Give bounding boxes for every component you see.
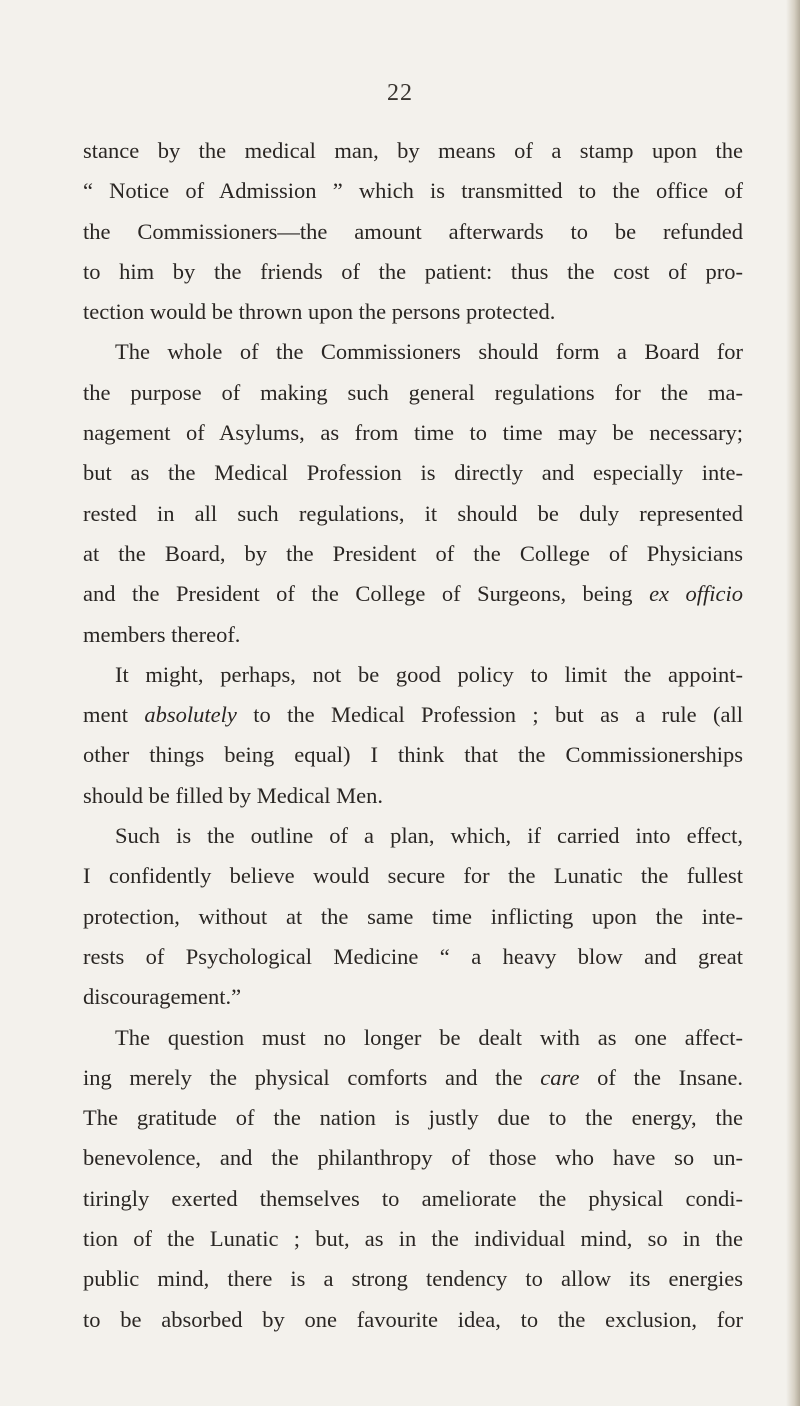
page-edge-shadow bbox=[786, 0, 800, 1406]
text-fragment: of the Insane. bbox=[597, 1064, 744, 1090]
text-fragment: ing merely the physical comforts and the bbox=[83, 1064, 523, 1090]
text-line: discouragement.” bbox=[83, 984, 242, 1010]
text-line: It might, perhaps, not be good policy to limit the appoint- bbox=[115, 661, 743, 687]
text-line: protection, without at the same time inflicting upon the inte- bbox=[83, 903, 743, 929]
text-line: but as the Medical Profession is directly and especially inte- bbox=[83, 460, 743, 486]
text-line: tion of the Lunatic ; but, as in the individual mind, so in the bbox=[83, 1226, 743, 1252]
text-line: stance by the medical man, by means of a stamp upon the bbox=[83, 138, 743, 163]
text-line: nagement of Asylums, as from time to time may be necessary; bbox=[83, 420, 743, 446]
italic-phrase: ex officio bbox=[649, 581, 744, 607]
text-line: Such is the outline of a plan, which, if carried into effect, bbox=[115, 823, 743, 849]
text-line: the purpose of making such general regulations for the ma- bbox=[83, 379, 743, 405]
text-line bbox=[83, 695, 743, 735]
text-line: at the Board, by the President of the College of Physicians bbox=[83, 540, 743, 566]
italic-word: absolutely bbox=[144, 702, 237, 728]
text-line: rested in all such regulations, it should be duly represented bbox=[83, 500, 743, 526]
text-line bbox=[83, 574, 743, 614]
text-fragment: to the Medical Profession ; but as a rule (all bbox=[253, 702, 743, 728]
text-line: tection would be thrown upon the persons protected. bbox=[83, 299, 556, 325]
text-line: members thereof. bbox=[83, 621, 241, 647]
text-line: public mind, there is a strong tendency to allow its energies bbox=[83, 1266, 743, 1292]
text-line: I confidently believe would secure for the Lunatic the fullest bbox=[83, 863, 743, 889]
text-line: rests of Psychological Medicine “ a heavy blow and great bbox=[83, 943, 743, 969]
body-text bbox=[83, 131, 743, 1340]
text-line: should be filled by Medical Men. bbox=[83, 782, 383, 808]
text-line: tiringly exerted themselves to ameliorate the physical condi- bbox=[83, 1185, 743, 1211]
text-fragment: ment bbox=[83, 702, 128, 728]
text-fragment: and the President of the College of Surgeons, being bbox=[83, 581, 633, 607]
text-line bbox=[83, 1058, 743, 1098]
text-line: to be absorbed by one favourite idea, to the exclusion, for bbox=[83, 1306, 743, 1332]
text-line: to him by the friends of the patient: thus the cost of pro- bbox=[83, 258, 743, 284]
italic-word: care bbox=[540, 1064, 580, 1090]
text-line: “ Notice of Admission ” which is transmitted to the office of bbox=[83, 178, 743, 204]
text-line: The question must no longer be dealt with as one affect- bbox=[115, 1024, 743, 1050]
text-line: The gratitude of the nation is justly due to the energy, the bbox=[83, 1105, 743, 1131]
text-line: benevolence, and the philanthropy of those who have so un- bbox=[83, 1145, 743, 1171]
text-line: The whole of the Commissioners should form a Board for bbox=[115, 339, 743, 365]
text-line: the Commissioners—the amount afterwards to be refunded bbox=[83, 218, 743, 244]
text-line: other things being equal) I think that the Commissionerships bbox=[83, 742, 743, 768]
page-number: 22 bbox=[387, 80, 413, 106]
